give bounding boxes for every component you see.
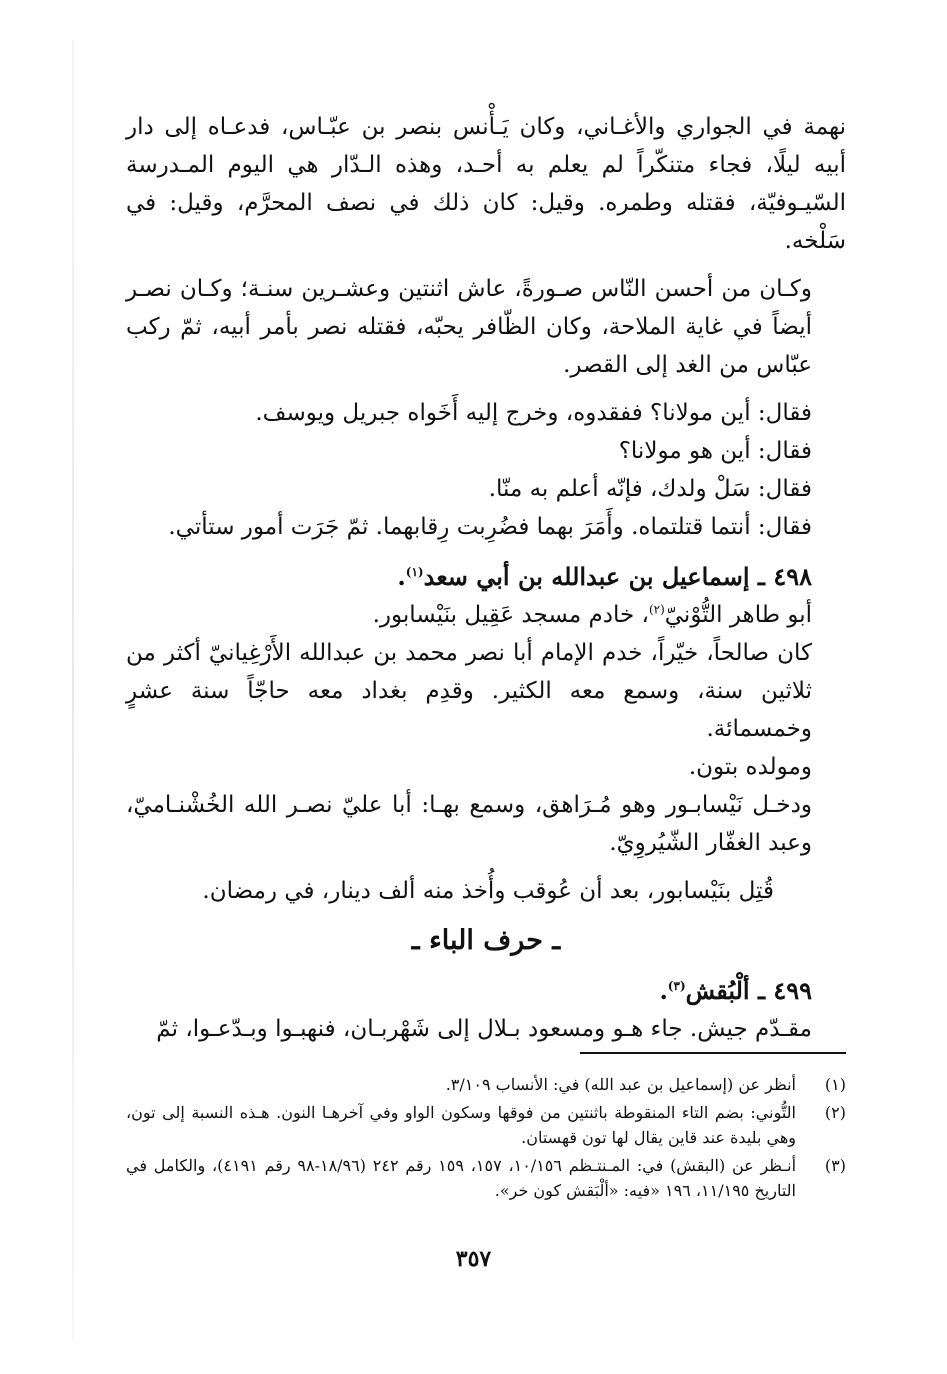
entry-499-title [126, 972, 846, 1010]
dialogue-line-3: فقال: سَلْ ولدك، فإنّه أعلم به منّا. [488, 476, 812, 502]
entry-498-title-end: . [397, 562, 406, 591]
dialogue-line-2: فقال: أين هو مولانا؟ [618, 438, 812, 464]
section-heading: ـ حرف الباء ـ [411, 925, 561, 956]
entry-498-line-1-rest: ، خادم مسجد عَقِيل بنَيْسابور. [372, 602, 649, 628]
footnotes [126, 1072, 846, 1206]
scan-edge-shadow [72, 40, 74, 1340]
footnote-3-text: أنـظر عن (البقش) في: المـنتـظم ١٠/١٥٦، ١٥٧، ١٥٩ رقم ٢٤٢ (١٨/٩٦-٩٨ رقم ٤١٩١)، والكامل في التاريخ ١١/١٩٥، ١٩٦ «فيه: «ألْبَقش كون خر». [126, 1156, 797, 1200]
entry-499-title-end: . [659, 976, 668, 1005]
entry-498-death: قُتِل بنَيْسابور، بعد أن عُوقب وأُخذ منه ألف دينار، في رمضان. [202, 878, 774, 904]
footnote-1-text: أنظر عن (إسماعيل بن عبد الله) في: الأنساب ٣/١٠٩. [445, 1075, 796, 1094]
dialogue-line-1: فقال: أين مولانا؟ ففقدوه، وخرج إليه أَخَواه جبريل ويوسف. [255, 400, 812, 426]
dialogue-line-4: فقال: أنتما قتلتماه. وأَمَرَ بهما فضُرِبت رِقابهما. ثمّ جَرَت أمور ستأتي. [168, 514, 812, 540]
paragraph-2: وكـان من أحسن النّاس صـورةً، عاش اثنتين وعشـرين سنـة؛ وكـان نصـر أيضاً في غاية الملاحة، وكان الظّافر يحبّه، فقتله نصر بأمر أبيه، ثمّ ركب عبّاس من الغد إلى القصر. [126, 276, 812, 378]
entry-498-birth: ومولده بتون. [688, 754, 812, 780]
entry-498-paragraph-2: ودخـل نَيْسابـور وهو مُـرَاهق، وسمع بهـا: أبا عليّ نصـر الله الخُشْنـاميّ، وعبد الغفّار الشّيُروِيّ. [126, 792, 812, 856]
footnote-1-number: (١) [824, 1075, 846, 1094]
entry-498-title-text: ٤٩٨ ـ إسماعيل بن عبدالله بن أبي سعد [423, 562, 812, 591]
entry-498-paragraph-1: كان صالحاً، خيّراً، خدم الإمام أبا نصر محمد بن عبدالله الأَرْغِيانيّ أكثر من ثلاثين سنة، وسمع معه الكثير. وقدِم بغداد معه حاجّاً سنة عشرٍ وخمسمائة. [126, 640, 812, 742]
entry-499-line-1: مقـدّم جيش. جاء هـو ومسعود بـلال إلى شَهْربـان، فنهبـوا وبـدّعـوا، ثمّ [156, 1016, 812, 1042]
main-text [126, 108, 846, 1048]
footnote-3 [126, 1153, 846, 1203]
footnote-2-text: التُّوني: بضم التاء المنقوطة باثنتين من فوقها وسكون الواو وفي آخرهـا النون. هـذه النسبة إلى تون، وهي بليدة عند قاين يقال لها تون قهستان. [126, 1103, 796, 1147]
footnote-separator [580, 1052, 846, 1054]
footnote-1 [126, 1072, 846, 1097]
footnote-2 [126, 1100, 846, 1150]
entry-498-line-1-text: أبو طاهر التُّوْنيّ [664, 602, 812, 628]
footnote-marker-3: (٣) [667, 979, 686, 993]
footnote-marker-2: (٢) [648, 602, 665, 617]
footnote-marker-1: (١) [405, 565, 424, 579]
footnote-3-number: (٣) [824, 1156, 846, 1175]
page-number: ٣٥٧ [455, 1246, 492, 1272]
footnote-2-number: (٢) [824, 1103, 846, 1122]
paragraph-1: نهمة في الجواري والأغـاني، وكان يَـأْنس بنصر بن عبّـاس، فدعـاه إلى دار أبيه ليلًا، فجاء متنكّراً لم يعلم به أحـد، وهذه الـدّار هي اليوم المـدرسة السّيـوفيّة، فقتله وطمره. وقيل: كان ذلك في نصف المحرَّم، وقيل: في سَلْخه. [126, 114, 846, 254]
entry-498-line-1 [126, 596, 846, 634]
entry-498-title [126, 558, 846, 596]
entry-499-title-text: ٤٩٩ ـ ألْبُقش [685, 976, 812, 1005]
